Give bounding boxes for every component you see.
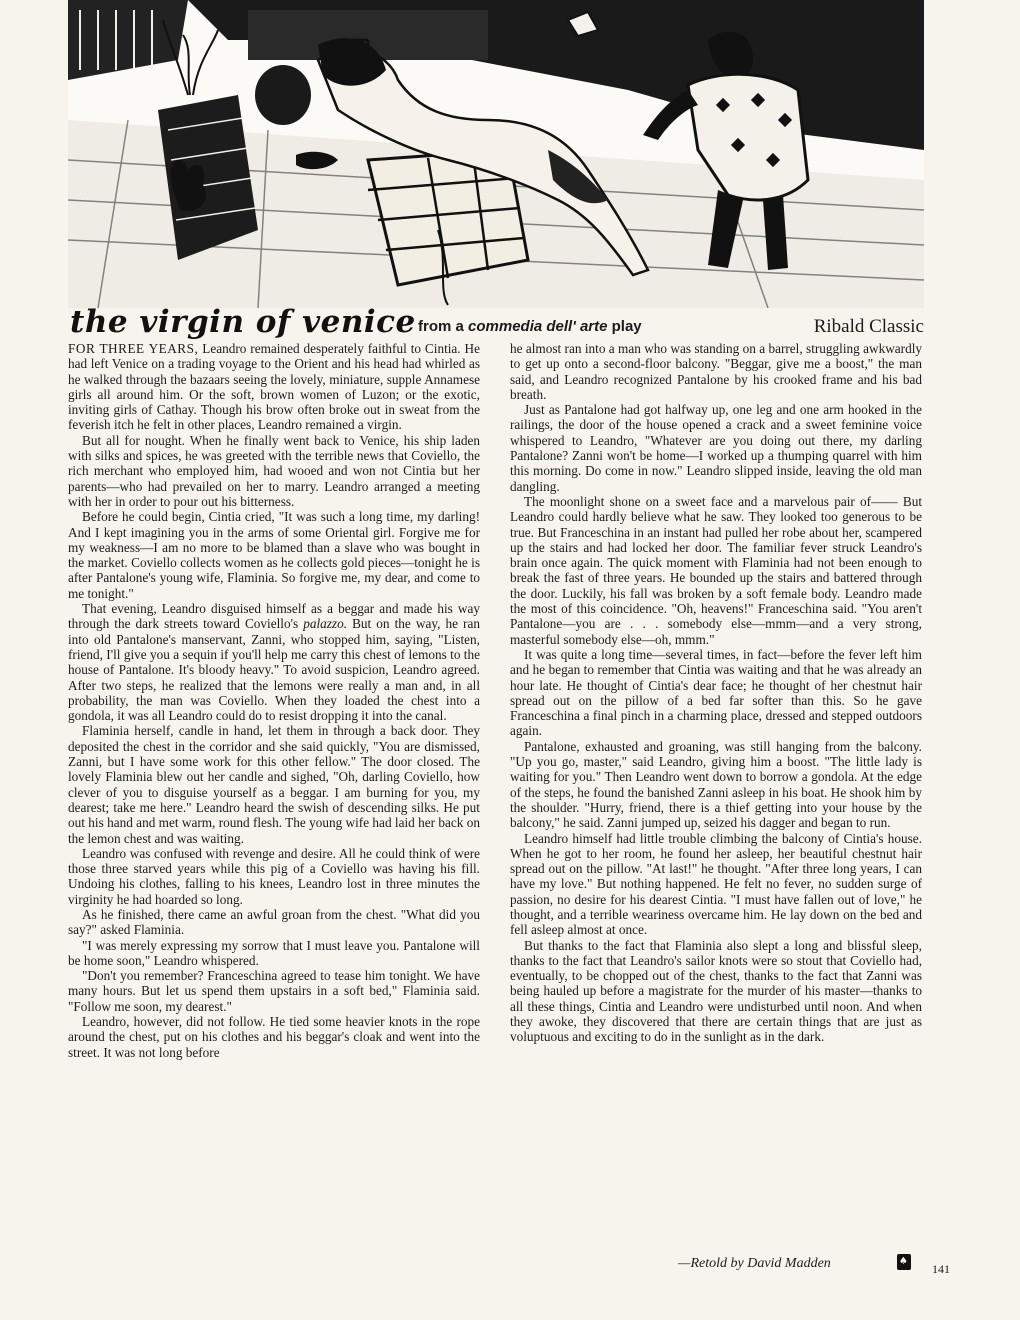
paragraph: he almost ran into a man who was standing on a barrel, struggling awkwardly to get up onto a second-floor balcony. "Beggar, give me a boost," the man said, and Leandro recognized Pantalone by his crooked frame and his bad breath.	[510, 341, 922, 402]
paragraph: But all for nought. When he finally went back to Venice, his ship laden with silks and spices, he was greeted with the terrible news that Coviello, the rich merchant who employed him, had wooed and won not Cintia but her parents—who had prevailed on her to marry. Leandro arranged a meeting with her in order to pour out his bitterness.	[68, 432, 480, 509]
paragraph: As he finished, there came an awful groan from the chest. "What did you say?" asked Flaminia.	[68, 906, 480, 938]
paragraph-text: But on the way, he ran into old Pantalone's manservant, Zanni, who stopped him, saying, "Listen, friend, I'll give you a sequin if you'll help me carry this chest of lemons to the house of Pantalone. It's bloody heavy." To avoid suspicion, Leandro agreed. After two steps, he realized that the lemons were really a man and, in all probability, the man was Coviello. When they loaded the chest into a gondola, it was all Leandro could do to resist dropping it into the canal.	[68, 616, 480, 724]
paragraph: Just as Pantalone had got halfway up, one leg and one arm hooked in the railings, the door of the house opened a crack and a sweet feminine voice whispered to Leandro, "Whatever are you doing out there, my darling Pantalone? Zanni won't be home—I worked up a thumping quarrel with him this morning. Do come in now." Leandro slipped inside, leaving the old man dangling.	[510, 402, 922, 494]
paragraph: Leandro, however, did not follow. He tied some heavier knots in the rope around the chest, put on his clothes and his beggar's cloak and went into the street. It was not long before	[68, 1014, 480, 1060]
paragraph-text: Leandro remained desperately faithful to Cintia. He had left Venice on a trading voyage to the Orient and his head had whirled as he walked through the bazaars seeing the lovely, miniature, supple Annamese girls all around him. Or the soft, brown women of Luzon; or the exotic, inviting girls of Cathay. Though his brow often broke out in sweat from the feverish itch he felt in other places, Leandro remained a virgin.	[68, 341, 480, 433]
byline: —Retold by David Madden	[678, 1256, 831, 1271]
paragraph: Pantalone, exhausted and groaning, was still hanging from the balcony. "Up you go, master," said Leandro, giving him a boost. "The little lady is waiting for you." Then Leandro went down to borrow a gondola. At the edge of the steps, he found the banished Zanni asleep in his boat. He shook him by the shoulder. "Hurry, friend, there is a thief getting into your house by the balcony," he said. Zanni jumped up, seized his dagger and began to run.	[510, 738, 922, 831]
paragraph: Before he could begin, Cintia cried, "It was such a long time, my darling! And I kept imagining you in the arms of some Oriental girl. Forgive me for my weakness—I am no more to be blamed than a slave who was bought in the market. Coviello collects women as he collects gold pieces—tonight he is after Pantalone's young wife, Flaminia. So forgive me, my dear, and come to me tonight."	[68, 509, 480, 601]
paragraph: Flaminia herself, candle in hand, let them in through a back door. They deposited the chest in the corridor and she said quickly, "You are dismissed, Zanni, but I have some work for this other fellow." The door closed. The lovely Flaminia blew out her candle and sighed, "Oh, darling Coviello, how clever of you to disguise yourself as a beggar. I am burning for you, my dearest; take me here." Leandro heard the swish of descending silks. He put out his hand and met warm, round flesh. The young wife had laid her back on the lemon chest and was waiting.	[68, 723, 480, 846]
paragraph: But thanks to the fact that Flaminia also slept a long and blissful sleep, thanks to the fact that Leandro's sailor knots were so stout that Coviello had, eventually, to be chopped out of the chest, thanks to the fact that Zanni was being hauled up before a magistrate for the murder of his master—thanks to all these things, Cintia and Leandro were undisturbed until noon. And when they awoke, they discovered that there are certain things that are just as voluptuous and exciting to do in the sunlight as in the dark.	[510, 937, 922, 1045]
lead-in: FOR THREE YEARS,	[68, 341, 199, 356]
paragraph: Leandro himself had little trouble climbing the balcony of Cintia's house. When he got to her room, he found her asleep, her beautiful chestnut hair spread out on the pillow. "At last!" he thought. "After three long years, I can have my love." But nothing happened. He felt no fever, no sudden surge of passion, no desire for his dearest Cintia. "I must have fallen out of love," he thought, and a terrible weariness overcame him. He lay down on the bed and fell asleep almost at once.	[510, 830, 922, 938]
paragraph	[68, 601, 480, 723]
paragraph	[68, 341, 480, 433]
right-column	[510, 341, 922, 1045]
paragraph: Leandro was confused with revenge and desire. All he could think of were those three starved years while this pig of a Coviello was having his fill. Undoing his clothes, falling to his knees, Leandro lost in three minutes the virginity he had hoarded so long.	[68, 845, 480, 907]
series-label: Ribald Classic	[813, 316, 924, 337]
article-header	[68, 304, 924, 340]
rabbit-head-icon: ♠	[897, 1254, 911, 1270]
woodcut-illustration	[68, 0, 924, 308]
header-illustration	[68, 0, 924, 308]
page-number: 141	[932, 1262, 950, 1276]
paragraph: It was quite a long time—several times, in fact—before the fever left him and he began to remember that Cintia was waiting and that he was already an hour late. He thought of Cintia's dear face; he thought of her chestnut hair spread out on the pillow of a bed far softer than this. So he gave Franceschina a final pinch in a charming place, dressed and stepped outdoors again.	[510, 646, 922, 739]
article-title: the virgin of venice	[70, 304, 416, 340]
article-subtitle	[418, 318, 642, 335]
subtitle-prefix: from a	[418, 318, 469, 335]
paragraph-text: That evening, Leandro disguised himself as a beggar and made his way through the dark streets toward Coviello's	[68, 601, 480, 632]
subtitle-italic: commedia dell' arte	[468, 318, 608, 335]
left-column	[68, 341, 480, 1060]
paragraph: "I was merely expressing my sorrow that I must leave you. Pantalone will be home soon," Leandro whispered.	[68, 937, 480, 968]
italic-word: palazzo.	[303, 616, 348, 632]
paragraph: The moonlight shone on a sweet face and a marvelous pair of—— But Leandro could hardly believe what he saw. They looked too generous to be true. But Franceschina in an instant had pulled her robe about her, scampered up the stairs and had locked her door. The familiar fever struck Leandro's brain once again. The quick moment with Flaminia had not been enough to break the fast of three years. He bounded up the stairs and battered through the door. Luckily, his fall was broken by a soft female body. Leandro made the most of this coincidence. "Oh, heavens!" Franceschina said. "You aren't Pantalone—you are . . . somebody else—mmm—and a very strong, masterful somebody else—oh, mmm."	[510, 493, 922, 647]
subtitle-suffix: play	[607, 318, 642, 335]
paragraph: "Don't you remember? Franceschina agreed to tease him tonight. We have many hours. But let us spend them upstairs in a soft bed," Flaminia said. "Follow me soon, my dearest."	[68, 968, 480, 1014]
